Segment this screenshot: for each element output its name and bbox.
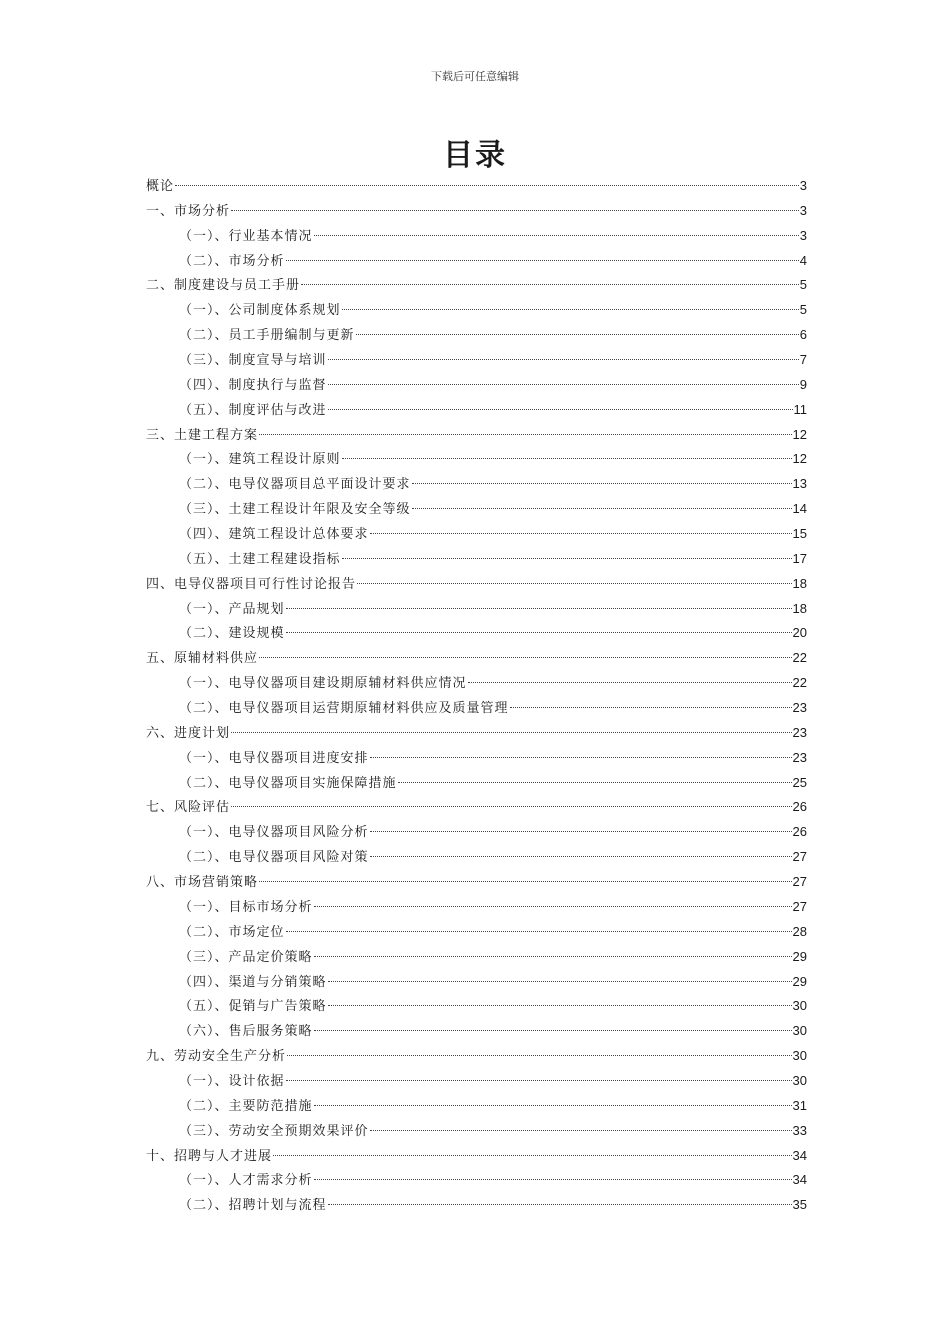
toc-page-number: 15 [792, 526, 807, 542]
toc-entry-label: （二）、市场分析 [179, 253, 285, 269]
toc-dot-leader [287, 1055, 792, 1056]
toc-dot-leader [286, 632, 792, 633]
toc-dot-leader [370, 533, 792, 534]
toc-entry-label: （一）、目标市场分析 [179, 899, 313, 915]
toc-subsection-entry[interactable] [146, 621, 807, 646]
toc-page-number: 14 [792, 501, 807, 517]
toc-page-number: 18 [792, 600, 807, 616]
toc-page-number: 18 [792, 575, 807, 591]
toc-dot-leader [314, 956, 792, 957]
toc-dot-leader [286, 931, 792, 932]
toc-dot-leader [314, 1105, 792, 1106]
toc-dot-leader [412, 508, 792, 509]
toc-page-number: 17 [792, 550, 807, 566]
toc-dot-leader [342, 558, 792, 559]
toc-dot-leader [231, 210, 799, 211]
toc-entry-label: （一）、设计依据 [179, 1073, 285, 1089]
toc-entry-label: （一）、电导仪器项目建设期原辅材料供应情况 [179, 676, 467, 692]
toc-page-number: 30 [792, 998, 807, 1014]
toc-subsection-entry[interactable] [146, 298, 807, 323]
toc-dot-leader [412, 483, 792, 484]
toc-entry-label: 一、市场分析 [146, 203, 231, 219]
toc-page-number: 34 [792, 1147, 807, 1163]
toc-subsection-entry[interactable] [146, 696, 807, 721]
toc-section-entry[interactable] [146, 199, 807, 224]
toc-dot-leader [328, 981, 792, 982]
toc-dot-leader [259, 881, 792, 882]
toc-dot-leader [328, 1204, 792, 1205]
toc-subsection-entry[interactable] [146, 1094, 807, 1119]
toc-entry-label: （二）、建设规模 [179, 626, 285, 642]
toc-subsection-entry[interactable] [146, 547, 807, 572]
toc-entry-label: （二）、员工手册编制与更新 [179, 328, 355, 344]
toc-page-number: 30 [792, 1048, 807, 1064]
toc-page-number: 27 [792, 898, 807, 914]
toc-subsection-entry[interactable] [146, 994, 807, 1019]
toc-entry-label: 八、市场营销策略 [146, 875, 259, 891]
toc-page-number: 11 [793, 401, 807, 417]
toc-dot-leader [328, 1005, 792, 1006]
toc-dot-leader [370, 1130, 792, 1131]
toc-entry-label: （一）、行业基本情况 [179, 228, 313, 244]
toc-dot-leader [273, 1155, 792, 1156]
toc-section-entry[interactable] [146, 721, 807, 746]
toc-page-number: 3 [799, 227, 807, 243]
toc-title: 目录 [443, 138, 507, 173]
toc-page-number: 22 [792, 650, 807, 666]
toc-entry-label: 六、进度计划 [146, 725, 231, 741]
toc-entry-label: 四、电导仪器项目可行性讨论报告 [146, 576, 357, 592]
toc-entry-label: （五）、土建工程建设指标 [179, 551, 341, 567]
toc-entry-label: （一）、产品规划 [179, 601, 285, 617]
toc-page-number: 29 [792, 973, 807, 989]
toc-entry-label: （二）、主要防范措施 [179, 1098, 313, 1114]
toc-dot-leader [342, 458, 792, 459]
toc-dot-leader [342, 309, 799, 310]
toc-entry-label: （六）、售后服务策略 [179, 1024, 313, 1040]
toc-subsection-entry[interactable] [146, 497, 807, 522]
toc-page-number: 20 [792, 625, 807, 641]
toc-subsection-entry[interactable] [146, 1069, 807, 1094]
toc-entry-label: （四）、渠道与分销策略 [179, 974, 327, 990]
toc-entry-label: 概论 [146, 179, 175, 194]
toc-entry-label: （一）、人才需求分析 [179, 1173, 313, 1189]
toc-subsection-entry[interactable] [146, 771, 807, 796]
toc-page-number: 5 [799, 277, 807, 293]
toc-subsection-entry[interactable] [146, 323, 807, 348]
toc-page-number: 30 [792, 1023, 807, 1039]
toc-page-number: 35 [792, 1197, 807, 1213]
toc-subsection-entry[interactable] [146, 398, 807, 423]
toc-page-number: 3 [799, 202, 807, 218]
toc-subsection-entry[interactable] [146, 970, 807, 995]
toc-section-entry[interactable] [146, 795, 807, 820]
toc-entry-label: 五、原辅材料供应 [146, 651, 259, 667]
toc-subsection-entry[interactable] [146, 945, 807, 970]
toc-page-number: 7 [799, 352, 807, 368]
toc-subsection-entry[interactable] [146, 249, 807, 274]
toc-entry-label: （二）、市场定位 [179, 924, 285, 940]
toc-dot-leader [286, 608, 792, 609]
toc-page-number: 27 [792, 874, 807, 890]
toc-entry-label: （一）、公司制度体系规划 [179, 303, 341, 319]
toc-page-number: 13 [792, 476, 807, 492]
toc-dot-leader [259, 434, 792, 435]
toc-subsection-entry[interactable] [146, 472, 807, 497]
toc-page-number: 12 [792, 451, 807, 467]
page-header: 下载后可任意编辑 [431, 70, 519, 83]
toc-section-entry[interactable] [146, 174, 807, 199]
toc-entry-label: （五）、促销与广告策略 [179, 999, 327, 1015]
toc-entry-label: （三）、劳动安全预期效果评价 [179, 1123, 369, 1139]
toc-dot-leader [510, 707, 792, 708]
toc-subsection-entry[interactable] [146, 373, 807, 398]
toc-entry-label: （一）、建筑工程设计原则 [179, 452, 341, 468]
toc-section-entry[interactable] [146, 423, 807, 448]
toc-page-number: 23 [792, 749, 807, 765]
toc-entry-label: （二）、电导仪器项目实施保障措施 [179, 775, 397, 791]
toc-entry-label: （二）、电导仪器项目风险对策 [179, 850, 369, 866]
toc-entry-label: 九、劳动安全生产分析 [146, 1049, 287, 1065]
toc-dot-leader [314, 1030, 792, 1031]
toc-subsection-entry[interactable] [146, 447, 807, 472]
toc-page-number: 6 [799, 327, 807, 343]
toc-entry-label: （四）、制度执行与监督 [179, 377, 327, 393]
toc-page-number: 28 [792, 923, 807, 939]
toc-dot-leader [301, 284, 799, 285]
toc-subsection-entry[interactable] [146, 1119, 807, 1144]
toc-entry-label: 七、风险评估 [146, 800, 231, 816]
toc-entry-label: （三）、产品定价策略 [179, 949, 313, 965]
toc-subsection-entry[interactable] [146, 348, 807, 373]
toc-page-number: 4 [799, 252, 807, 268]
toc-page-number: 31 [792, 1097, 807, 1113]
toc-dot-leader [286, 260, 799, 261]
toc-subsection-entry[interactable] [146, 671, 807, 696]
toc-page-number: 30 [792, 1072, 807, 1088]
toc-entry-label: 三、土建工程方案 [146, 427, 259, 443]
toc-subsection-entry[interactable] [146, 597, 807, 622]
toc-subsection-entry[interactable] [146, 224, 807, 249]
toc-dot-leader [259, 657, 792, 658]
toc-section-entry[interactable] [146, 870, 807, 895]
toc-entry-label: （四）、建筑工程设计总体要求 [179, 527, 369, 543]
toc-page-number: 5 [799, 302, 807, 318]
toc-page-number: 27 [792, 849, 807, 865]
toc-dot-leader [370, 856, 792, 857]
toc-page-number: 3 [799, 178, 807, 193]
toc-page-number: 25 [792, 774, 807, 790]
toc-subsection-entry[interactable] [146, 1168, 807, 1193]
toc-subsection-entry[interactable] [146, 820, 807, 845]
toc-dot-leader [328, 359, 799, 360]
toc-subsection-entry[interactable] [146, 1193, 807, 1218]
toc-subsection-entry[interactable] [146, 845, 807, 870]
toc-entry-label: （二）、电导仪器项目总平面设计要求 [179, 477, 411, 493]
toc-dot-leader [314, 906, 792, 907]
toc-section-entry[interactable] [146, 1044, 807, 1069]
toc-entry-label: （二）、电导仪器项目运营期原辅材料供应及质量管理 [179, 701, 509, 717]
toc-dot-leader [314, 1179, 792, 1180]
toc-page-number: 22 [792, 675, 807, 691]
toc-dot-leader [286, 1080, 792, 1081]
toc-dot-leader [370, 831, 792, 832]
toc-entry-label: （五）、制度评估与改进 [179, 402, 327, 418]
toc-entry-label: 十、招聘与人才进展 [146, 1148, 273, 1164]
toc-subsection-entry[interactable] [146, 746, 807, 771]
toc-page-number: 26 [792, 824, 807, 840]
toc-subsection-entry[interactable] [146, 522, 807, 547]
toc-dot-leader [328, 384, 799, 385]
toc-dot-leader [356, 334, 799, 335]
toc-section-entry[interactable] [146, 273, 807, 298]
table-of-contents [146, 174, 807, 1218]
toc-dot-leader [314, 235, 799, 236]
toc-page-number: 33 [792, 1122, 807, 1138]
toc-subsection-entry[interactable] [146, 1019, 807, 1044]
toc-subsection-entry[interactable] [146, 920, 807, 945]
toc-section-entry[interactable] [146, 646, 807, 671]
toc-dot-leader [231, 806, 792, 807]
toc-section-entry[interactable] [146, 1144, 807, 1169]
toc-page-number: 26 [792, 799, 807, 815]
toc-page-number: 9 [799, 376, 807, 392]
toc-dot-leader [328, 409, 793, 410]
toc-entry-label: （三）、土建工程设计年限及安全等级 [179, 502, 411, 518]
toc-page-number: 34 [792, 1172, 807, 1188]
toc-dot-leader [370, 757, 792, 758]
toc-dot-leader [398, 782, 792, 783]
toc-page-number: 12 [792, 426, 807, 442]
toc-page-number: 23 [792, 700, 807, 716]
toc-entry-label: （三）、制度宣导与培训 [179, 353, 327, 369]
toc-subsection-entry[interactable] [146, 895, 807, 920]
toc-dot-leader [468, 682, 792, 683]
toc-dot-leader [175, 185, 799, 186]
toc-section-entry[interactable] [146, 572, 807, 597]
toc-dot-leader [357, 583, 792, 584]
toc-page-number: 29 [792, 948, 807, 964]
toc-dot-leader [231, 732, 792, 733]
toc-entry-label: 二、制度建设与员工手册 [146, 278, 301, 294]
toc-entry-label: （二）、招聘计划与流程 [179, 1198, 327, 1214]
toc-page-number: 23 [792, 724, 807, 740]
toc-entry-label: （一）、电导仪器项目进度安排 [179, 750, 369, 766]
toc-entry-label: （一）、电导仪器项目风险分析 [179, 825, 369, 841]
